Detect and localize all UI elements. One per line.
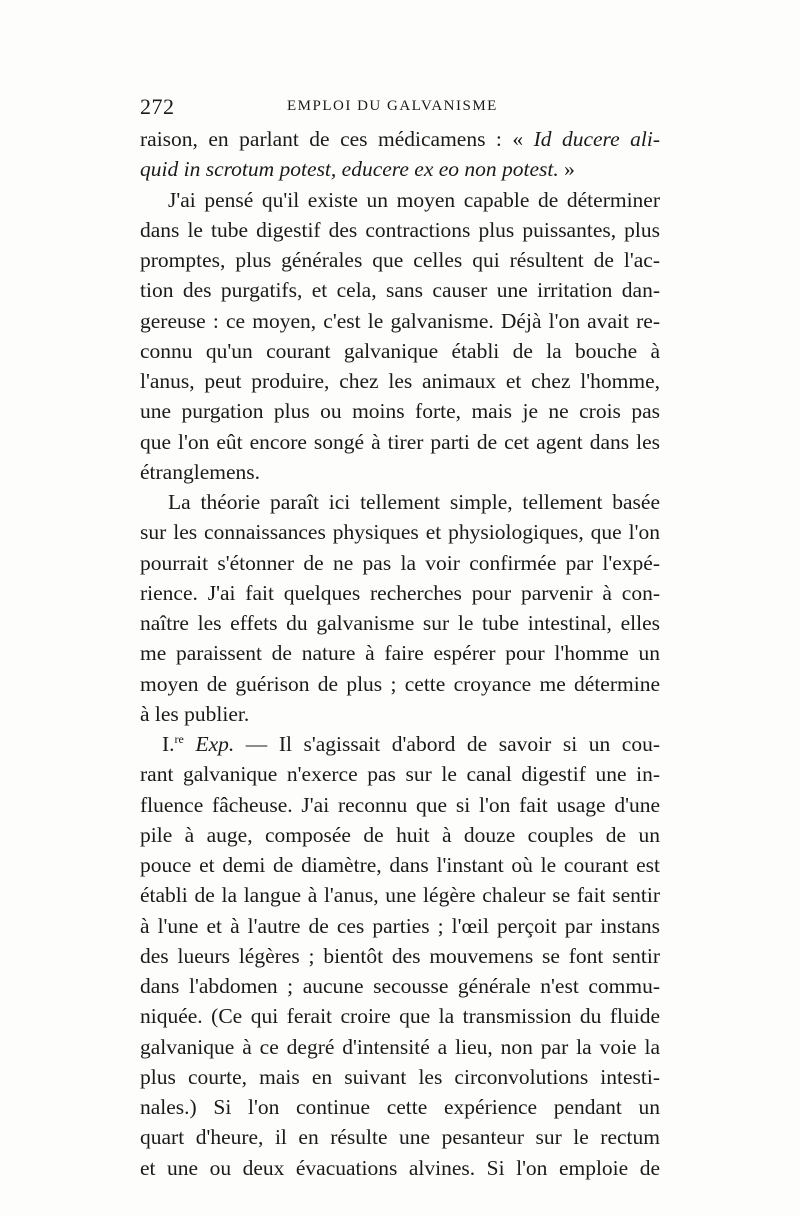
- text-segment: plus courte, mais en suivant les circonvolutions intesti-: [140, 1064, 660, 1089]
- text-segment: à les publier.: [140, 701, 250, 726]
- text-line: [140, 1122, 660, 1152]
- text-line: [140, 941, 660, 971]
- italic-text: Id ducere ali-: [533, 127, 660, 151]
- text-segment: à l'une et à l'autre de ces parties ; l'œil perçoit par instans: [140, 913, 660, 938]
- text-segment: J'ai pensé qu'il existe un moyen capable de déterminer: [168, 187, 660, 212]
- running-title: EMPLOI DU GALVANISME: [287, 98, 498, 114]
- text-line: [140, 911, 660, 941]
- text-line: [140, 185, 660, 215]
- text-line: [140, 1153, 660, 1183]
- text-line: [140, 759, 660, 789]
- text-segment: sur les connaissances physiques et physiologiques, que l'on: [140, 520, 660, 545]
- text-segment: galvanique à ce degré d'intensité a lieu, non par la voie la: [140, 1034, 660, 1059]
- italic-text: quid in scrotum potest, educere ex eo non potest.: [140, 157, 559, 182]
- text-segment: fluence fâcheuse. J'ai reconnu que si l'on fait usage d'une: [140, 792, 660, 817]
- text-segment: connu qu'un courant galvanique établi de la bouche à: [140, 338, 660, 363]
- text-line: [140, 366, 660, 396]
- text-segment: rant galvanique n'exerce pas sur le canal digestif une in-: [140, 762, 660, 787]
- text-line: [140, 215, 660, 245]
- text-segment: des lueurs légères ; bientôt des mouvemens se font sentir: [140, 943, 660, 968]
- body-text: [140, 124, 660, 1183]
- text-line: [140, 850, 660, 880]
- page-number: 272: [140, 94, 175, 119]
- text-segment: »: [558, 157, 575, 182]
- text-segment: I.: [162, 732, 175, 756]
- text-segment: dans l'abdomen ; aucune secousse générale n'est commu-: [140, 974, 660, 998]
- text-line: [140, 638, 660, 668]
- text-line: [140, 487, 660, 517]
- text-line: [140, 880, 660, 910]
- text-segment: me paraissent de nature à faire espérer pour l'homme un: [140, 641, 660, 666]
- text-segment: l'anus, peut produire, chez les animaux et chez l'homme,: [140, 369, 660, 393]
- text-segment: étranglemens.: [140, 459, 260, 484]
- running-head: [140, 94, 665, 124]
- text-line: [140, 608, 660, 638]
- text-line: [140, 820, 660, 850]
- text-line: [140, 124, 660, 154]
- text-segment: naître les effets du galvanisme sur le tube intestinal, elles: [140, 611, 660, 635]
- text-segment: nales.) Si l'on continue cette expérience pendant un: [140, 1095, 660, 1119]
- text-line: [140, 427, 660, 457]
- italic-text: Exp.: [195, 732, 235, 756]
- text-segment: établi de la langue à l'anus, une légère chaleur se fait sentir: [140, 883, 660, 908]
- text-segment: et une ou deux évacuations alvines. Si l'on emploie de: [140, 1155, 660, 1180]
- text-segment: que l'on eût encore songé à tirer parti de cet agent dans les: [140, 429, 660, 454]
- text-segment: dans le tube digestif des contractions plus puissantes, plus: [140, 217, 660, 242]
- text-line: [140, 154, 660, 184]
- text-segment: quart d'heure, il en résulte une pesanteur sur le rectum: [140, 1125, 660, 1150]
- superscript: re: [174, 731, 184, 746]
- text-segment: pourrait s'étonner de ne pas la voir confirmée par l'expé-: [140, 550, 660, 575]
- text-segment: La théorie paraît ici tellement simple, tellement basée: [168, 490, 660, 514]
- text-line: [140, 1032, 660, 1062]
- text-segment: raison, en parlant de ces médicamens : «: [140, 127, 534, 151]
- text-line: [140, 548, 660, 578]
- text-segment: [184, 732, 196, 756]
- text-line: [140, 306, 660, 336]
- text-line: [140, 578, 660, 608]
- text-line: [140, 457, 660, 487]
- text-segment: tion des purgatifs, et cela, sans causer une irritation dan-: [140, 278, 660, 303]
- text-line: [140, 1062, 660, 1092]
- text-line: [140, 729, 660, 759]
- text-line: [140, 1001, 660, 1031]
- text-segment: gereuse : ce moyen, c'est le galvanisme. Déjà l'on avait re-: [140, 308, 660, 333]
- text-line: [140, 1092, 660, 1122]
- text-line: [140, 669, 660, 699]
- text-line: [140, 336, 660, 366]
- text-segment: pouce et demi de diamètre, dans l'instant où le courant est: [140, 853, 660, 877]
- text-segment: pile à auge, composée de huit à douze couples de un: [140, 822, 660, 847]
- text-line: [140, 517, 660, 547]
- text-line: [140, 245, 660, 275]
- text-segment: moyen de guérison de plus ; cette croyance me détermine: [140, 671, 660, 696]
- text-line: [140, 699, 660, 729]
- text-line: [140, 971, 660, 1001]
- text-segment: promptes, plus générales que celles qui résultent de l'ac-: [140, 248, 660, 272]
- text-segment: — Il s'agissait d'abord de savoir si un cou-: [234, 732, 661, 756]
- text-segment: rience. J'ai fait quelques recherches pour parvenir à con-: [140, 580, 660, 605]
- text-line: [140, 396, 660, 426]
- text-line: [140, 790, 660, 820]
- text-segment: une purgation plus ou moins forte, mais je ne crois pas: [140, 399, 660, 424]
- text-line: [140, 275, 660, 305]
- text-segment: niquée. (Ce qui ferait croire que la transmission du fluide: [140, 1004, 660, 1029]
